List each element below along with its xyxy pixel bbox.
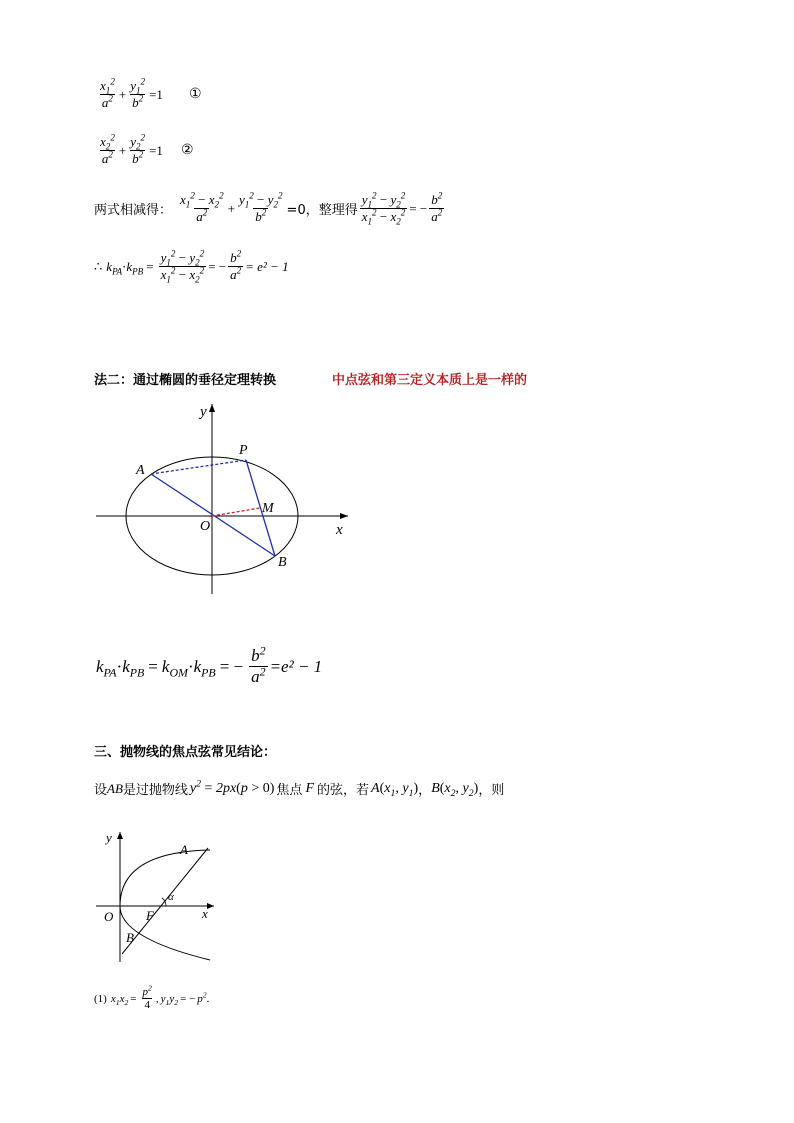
equation-marker-1: ①	[188, 87, 202, 102]
parabola-intro: 设 AB 是过抛物线 $y^2 = 2px(p > 0)$ 焦点 F 的弦，若 $A(x_1$, $y_1$) ， $B(x_2$, $y_2$) ，则	[94, 777, 505, 799]
label-o: O	[104, 909, 114, 924]
chord-ap	[151, 460, 246, 474]
result-1: (1) $x_1x_2$ = $\frac{p^2}{4}$ , $y_1y_2$ = − $p^2$ .	[94, 983, 210, 1011]
label-x: x	[202, 906, 208, 921]
label-y: y	[106, 830, 112, 845]
label-b: B	[278, 555, 287, 570]
label-o: O	[200, 519, 211, 534]
method-2-note: 中点弦和第三定义本质上是一样的	[332, 373, 528, 388]
label-f: F	[146, 908, 154, 923]
x-axis-arrow	[340, 513, 348, 519]
chord-ab	[151, 474, 275, 556]
label-b: B	[126, 930, 134, 945]
parabola-figure	[94, 826, 224, 966]
label-x: x	[336, 522, 343, 538]
therefore-line: ∴ $k_{PA}$ · $k_{PB}$ = $\frac{y_1^2 - y_2^2}{x_1^2 - x_2^2}$ = − $\frac{b^2}{a^2}$ = e² − 1	[94, 248, 289, 285]
y-axis-arrow	[209, 404, 215, 412]
label-a: A	[136, 463, 145, 478]
label-alpha: α	[168, 891, 174, 903]
slope-product-formula: $k_{PA}$ · $k_{PB}$ = $k_{OM}$ · $k_{PB}$ = − $\frac{b^2}{a^2}$ =e² − 1	[96, 643, 323, 686]
equation-2: $\frac{x_2^2}{a^2}$ + $\frac{y_2^2}{b^2}$ =1 ②	[100, 132, 194, 166]
method-2-title: 法二：通过椭圆的垂径定理转换	[94, 373, 277, 388]
label-a: A	[180, 842, 188, 857]
y-axis-arrow	[117, 832, 123, 839]
median-om	[212, 508, 260, 516]
equation-marker-2: ②	[180, 143, 194, 158]
subtraction-line: 两式相减得： $\frac{x_1^2 - x_2^2}{a^2}$ + $\frac{y_1^2 - y_2^2}{b^2}$ =0，整理得 $\frac{y_1^2 - y_2^2}{x_1^2 - x_2^2}$ = − $\frac{b^2}{a^2}$	[94, 190, 443, 227]
label-p: P	[239, 443, 248, 458]
ellipse-figure	[90, 398, 360, 598]
label-y: y	[200, 404, 207, 420]
label-m: M	[262, 501, 274, 516]
equation-1: $\frac{x_1^2}{a^2}$ + $\frac{y_1^2}{b^2}$ =1 ①	[100, 76, 202, 110]
x-axis-arrow	[207, 903, 214, 909]
method-2-heading	[94, 369, 527, 388]
section-3-title: 三、抛物线的焦点弦常见结论：	[94, 745, 277, 760]
